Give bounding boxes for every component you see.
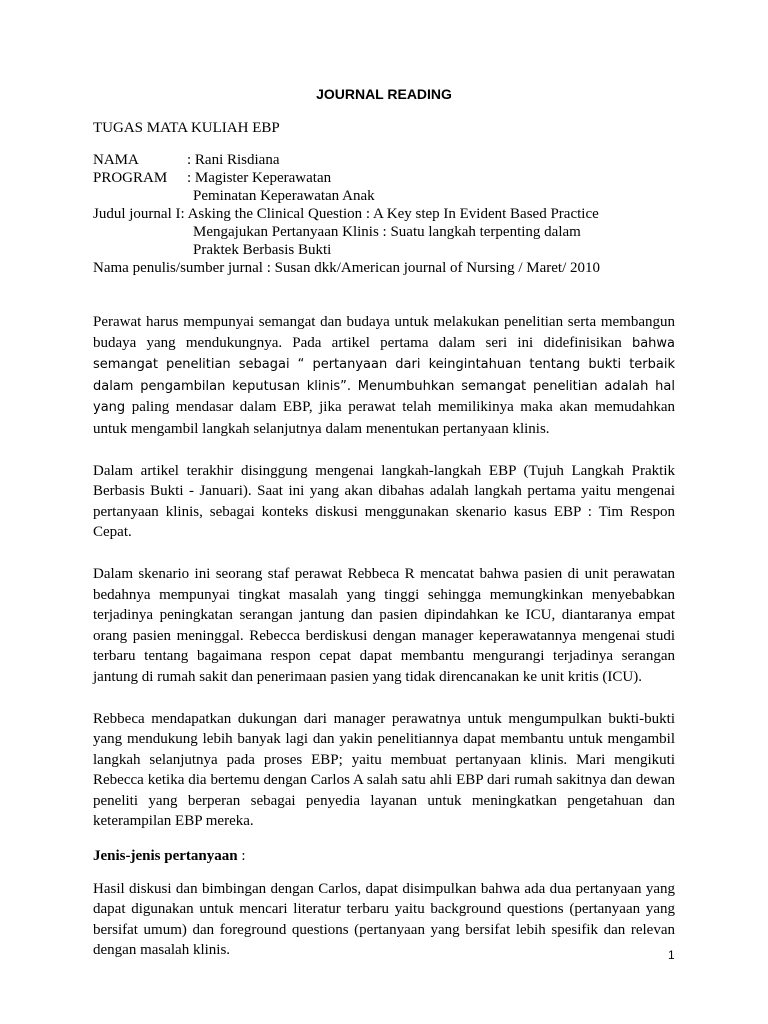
program-value: : Magister Keperawatan bbox=[187, 170, 332, 186]
judul-label: Judul journal I bbox=[93, 206, 181, 222]
section-heading-text: Jenis-jenis pertanyaan bbox=[93, 848, 238, 865]
paragraph-3: Dalam skenario ini seorang staf perawat Rebbeca R mencatat bahwa pasien di unit perawatan bedahnya mempunyai tingkat masalah yang tinggi sehingga memungkinkan menyebabkan terjadinya peningkatan serangan jantung dan pasien dipindahkan ke ICU, diantaranya empat orang pasien meninggal. Rebecca berdiskusi dengan manager keperawatannya mengenai studi terbaru tentang bagaimana respon cepat dapat membantu mengurangi terjadinya serangan jantung di rumah sakit dan penerimaan pasien yang tidak direncanakan ke unit kritis (ICU). bbox=[93, 565, 675, 685]
program-label: PROGRAM bbox=[93, 170, 168, 186]
nama-row bbox=[93, 151, 683, 169]
paragraph-1-c: paling mendasar dalam EBP, jika perawat telah memilikinya maka akan memudahkan untuk mengambil langkah selanjutnya dalam menentukan pertanyaan klinis. bbox=[93, 399, 675, 437]
section-heading-colon: : bbox=[237, 848, 246, 865]
nama-value: : Rani Risdiana bbox=[187, 152, 280, 168]
paragraph-1-a: Perawat harus mempunyai semangat dan budaya untuk melakukan penelitian serta membangun budaya yang mendukungnya. Pada artikel pertama dalam seri ini didefinisikan bbox=[93, 314, 675, 351]
judul-value: : Asking the Clinical Question : A Key step In Evident Based Practice bbox=[180, 206, 599, 222]
page-title: JOURNAL READING bbox=[316, 86, 452, 102]
program-value-2: Peminatan Keperawatan Anak bbox=[193, 188, 375, 204]
program-row bbox=[93, 169, 683, 187]
page-number: 1 bbox=[668, 948, 675, 962]
judul-row bbox=[93, 205, 683, 223]
penulis-row bbox=[93, 259, 683, 277]
paragraph-1 bbox=[93, 312, 675, 440]
section-heading bbox=[93, 846, 675, 867]
body-text bbox=[93, 312, 675, 982]
course-subtitle: TUGAS MATA KULIAH EBP bbox=[93, 120, 280, 136]
nama-label: NAMA bbox=[93, 152, 139, 168]
judul-value-2: Mengajukan Pertanyaan Klinis : Suatu langkah terpenting dalam Praktek Berbasis Bukti bbox=[193, 224, 581, 258]
metadata-block bbox=[93, 151, 683, 277]
paragraph-4: Rebbeca mendapatkan dukungan dari manager perawatnya untuk mengumpulkan bukti-bukti yang mendukung lebih banyak lagi dan yakin penelitiannya dapat membantu untuk mengambil langkah selanjutnya pada proses EBP; yaitu membuat pertanyaan klinis. Mari mengikuti Rebecca ketika dia bertemu dengan Carlos A salah satu ahli EBP dari rumah sakitnya dan dewan peneliti yang berperan sebagai penyedia layanan untuk meningkatkan pengetahuan dan keterampilan EBP mereka. bbox=[93, 710, 675, 830]
program-row-2 bbox=[93, 187, 683, 205]
paragraph-2: Dalam artikel terakhir disinggung mengenai langkah-langkah EBP (Tujuh Langkah Praktik Berbasis Bukti - Januari). Saat ini yang akan dibahas adalah langkah pertama yaitu mengenai pertanyaan klinis, sebagai konteks diskusi menggunakan skenario kasus EBP : Tim Respon Cepat. bbox=[93, 462, 675, 541]
penulis-value: Nama penulis/sumber jurnal : Susan dkk/American journal of Nursing / Maret/ 2010 bbox=[93, 260, 600, 276]
judul-row-2 bbox=[93, 223, 683, 259]
paragraph-5: Hasil diskusi dan bimbingan dengan Carlos, dapat disimpulkan bahwa ada dua pertanyaan yang dapat digunakan untuk mencari literatur terbaru yaitu background questions (pertanyaan yang bersifat umum) dan foreground questions (pertanyaan yang bersifat lebih spesifik dan relevan dengan masalah klinis. bbox=[93, 880, 675, 959]
paragraph-1-b: bahwa semangat penelitian sebagai “ pertanyaan dari keingintahuan tentang bukti terbaik dalam pengambilan keputusan klinis”. Menumbuhkan semangat penelitian adalah hal yang bbox=[93, 335, 675, 416]
